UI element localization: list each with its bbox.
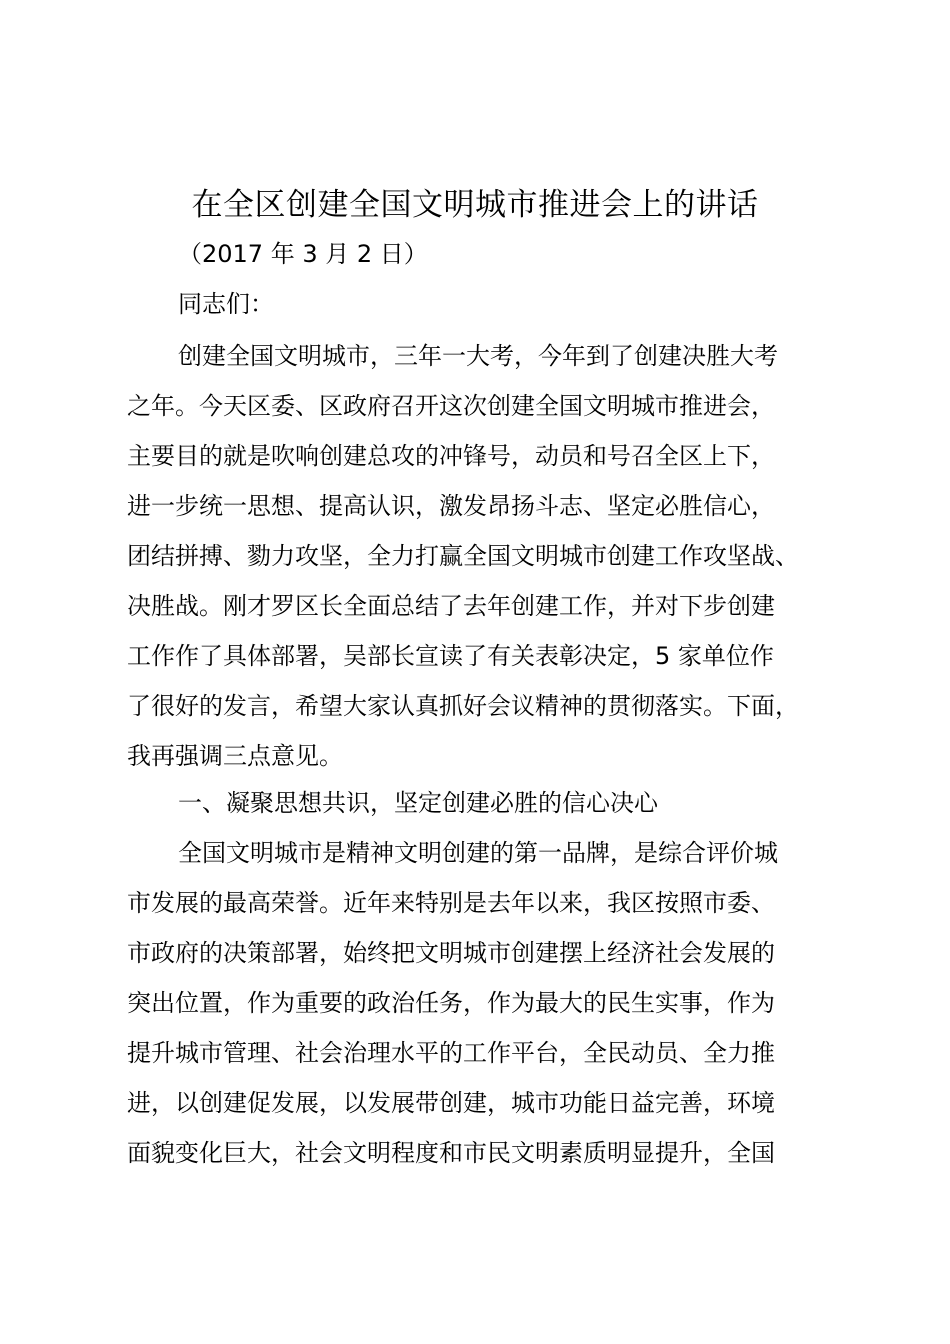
text-line: 团结拼搏、勠力攻坚，全力打赢全国文明城市创建工作攻坚战、: [127, 542, 799, 570]
salutation: 同志们：: [178, 290, 274, 318]
text-line: 主要目的就是吹响创建总攻的冲锋号，动员和号召全区上下，: [127, 442, 775, 470]
section-heading: [127, 778, 887, 828]
paragraph-intro: [127, 331, 887, 781]
text-line: 进，以创建促发展，以发展带创建，城市功能日益完善，环境: [127, 1089, 775, 1117]
text-line: 进一步统一思想、提高认识，激发昂扬斗志、坚定必胜信心，: [127, 492, 775, 520]
text-line: 我再强调三点意见。: [127, 742, 343, 770]
speech-date: （2017 年 3 月 2 日）: [178, 240, 428, 268]
text-line: 突出位置，作为重要的政治任务，作为最大的民生实事，作为: [127, 989, 775, 1017]
text-line: 了很好的发言，希望大家认真抓好会议精神的贯彻落实。下面，: [127, 692, 799, 720]
paragraph-section-one: [127, 828, 887, 1178]
text-line: 全国文明城市是精神文明创建的第一品牌，是综合评价城: [178, 839, 778, 867]
heading-line: 一、凝聚思想共识，坚定创建必胜的信心决心: [178, 789, 658, 817]
text-line: 创建全国文明城市，三年一大考，今年到了创建决胜大考: [178, 342, 778, 370]
text-line: 提升城市管理、社会治理水平的工作平台，全民动员、全力推: [127, 1039, 775, 1067]
text-line: 市发展的最高荣誉。近年来特别是去年以来，我区按照市委、: [127, 889, 775, 917]
text-line: 面貌变化巨大，社会文明程度和市民文明素质明显提升，全国: [127, 1139, 775, 1167]
text-line: 之年。今天区委、区政府召开这次创建全国文明城市推进会，: [127, 392, 775, 420]
text-line: 决胜战。刚才罗区长全面总结了去年创建工作，并对下步创建: [127, 592, 775, 620]
text-line: 工作作了具体部署，吴部长宣读了有关表彰决定，5 家单位作: [127, 642, 774, 670]
document-title: 在全区创建全国文明城市推进会上的讲话: [191, 187, 759, 223]
text-line: 市政府的决策部署，始终把文明城市创建摆上经济社会发展的: [127, 939, 775, 967]
